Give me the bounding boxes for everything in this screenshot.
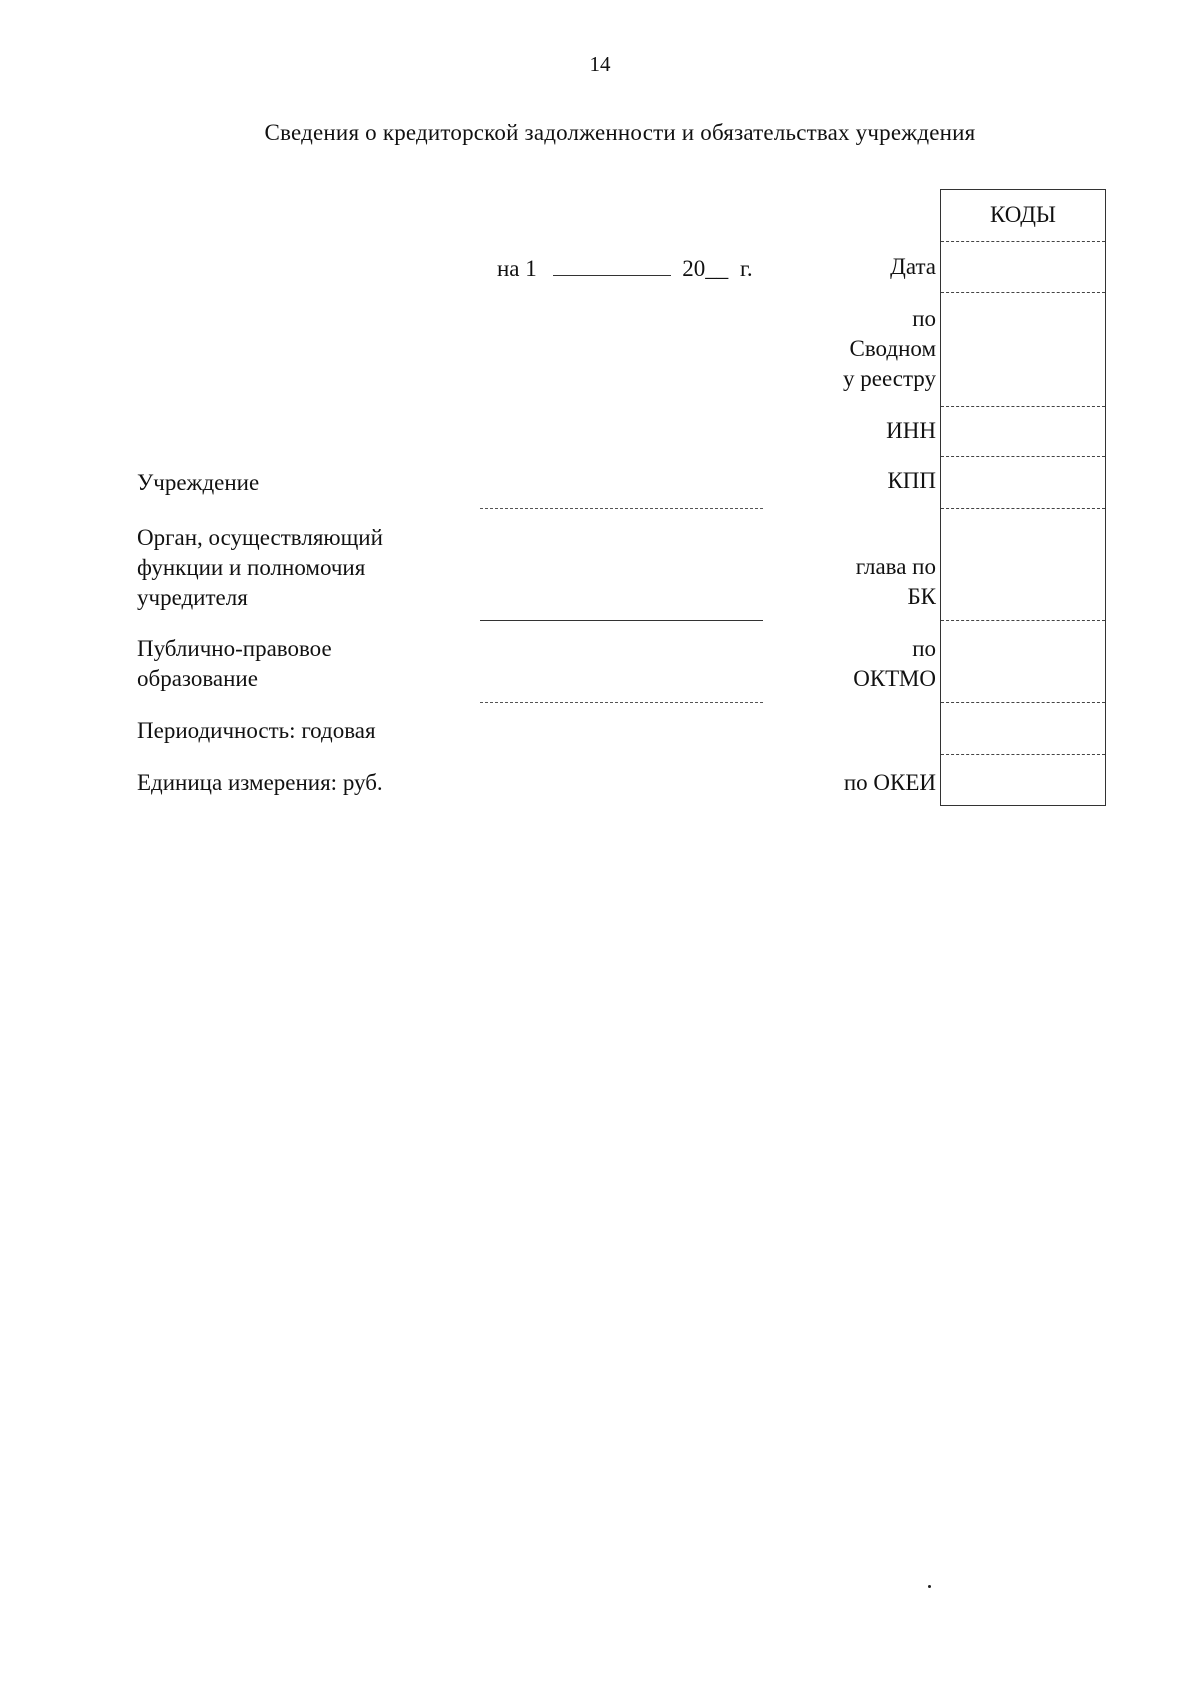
founder-body-label-line-1: Орган, осуществляющий: [137, 525, 383, 550]
code-label-okei-text: по ОКЕИ: [843, 770, 936, 795]
date-year: 20__: [682, 256, 729, 281]
code-label-date-text: Дата: [890, 254, 936, 279]
codes-row-divider: [941, 508, 1105, 509]
public-entity-label-line-2: образование: [137, 666, 258, 691]
page-number: 14: [589, 52, 611, 76]
codes-row-divider: [941, 292, 1105, 293]
founder-body-label-line-2: функции и полномочия: [137, 555, 366, 580]
public-entity-field[interactable]: [480, 702, 763, 703]
code-label-registry-line-3: у реестру: [843, 366, 936, 391]
stray-dot: [928, 1585, 931, 1588]
public-entity-label-line-1: Публично-правовое: [137, 636, 332, 661]
codes-row-divider: [941, 702, 1105, 703]
codes-row-divider: [941, 754, 1105, 755]
codes-row-divider: [941, 406, 1105, 407]
code-label-kpp-text: КПП: [887, 468, 936, 493]
unit-label: Единица измерения: руб.: [137, 770, 383, 795]
code-label-inn-text: ИНН: [886, 418, 936, 443]
code-label-registry-line-1: по: [912, 306, 936, 331]
date-day-month-field[interactable]: [553, 257, 671, 276]
date-prefix: на 1: [497, 256, 537, 281]
report-date-line: [497, 256, 753, 282]
code-label-budget-chapter: [856, 552, 936, 612]
code-label-inn: [886, 416, 936, 446]
code-label-budget-chapter-line-1: глава по: [855, 554, 936, 579]
code-label-kpp: [887, 466, 936, 496]
code-label-oktmo-line-1: по: [912, 636, 936, 661]
code-label-okei: [844, 768, 936, 798]
founder-body-label: [137, 523, 383, 613]
codes-header: КОДЫ: [990, 202, 1056, 227]
codes-table: [940, 189, 1106, 806]
codes-row-divider: [941, 456, 1105, 457]
code-label-budget-chapter-line-2: БК: [907, 584, 936, 609]
founder-body-field[interactable]: [480, 620, 763, 621]
code-label-oktmo-line-2: ОКТМО: [853, 666, 936, 691]
codes-row-divider: [941, 241, 1105, 242]
institution-label: Учреждение: [137, 470, 260, 495]
founder-body-label-line-3: учредителя: [137, 585, 248, 610]
codes-row-divider: [941, 620, 1105, 621]
code-label-oktmo: [853, 634, 936, 694]
code-label-date: [890, 252, 936, 282]
date-suffix: г.: [740, 256, 753, 281]
periodicity-label: Периодичность: годовая: [137, 718, 376, 743]
code-label-registry-line-2: Сводном: [849, 336, 936, 361]
institution-field[interactable]: [480, 508, 763, 509]
code-label-registry: [843, 304, 936, 394]
public-entity-label: [137, 634, 332, 694]
document-title: Сведения о кредиторской задолженности и обязательствах учреждения: [264, 120, 976, 145]
